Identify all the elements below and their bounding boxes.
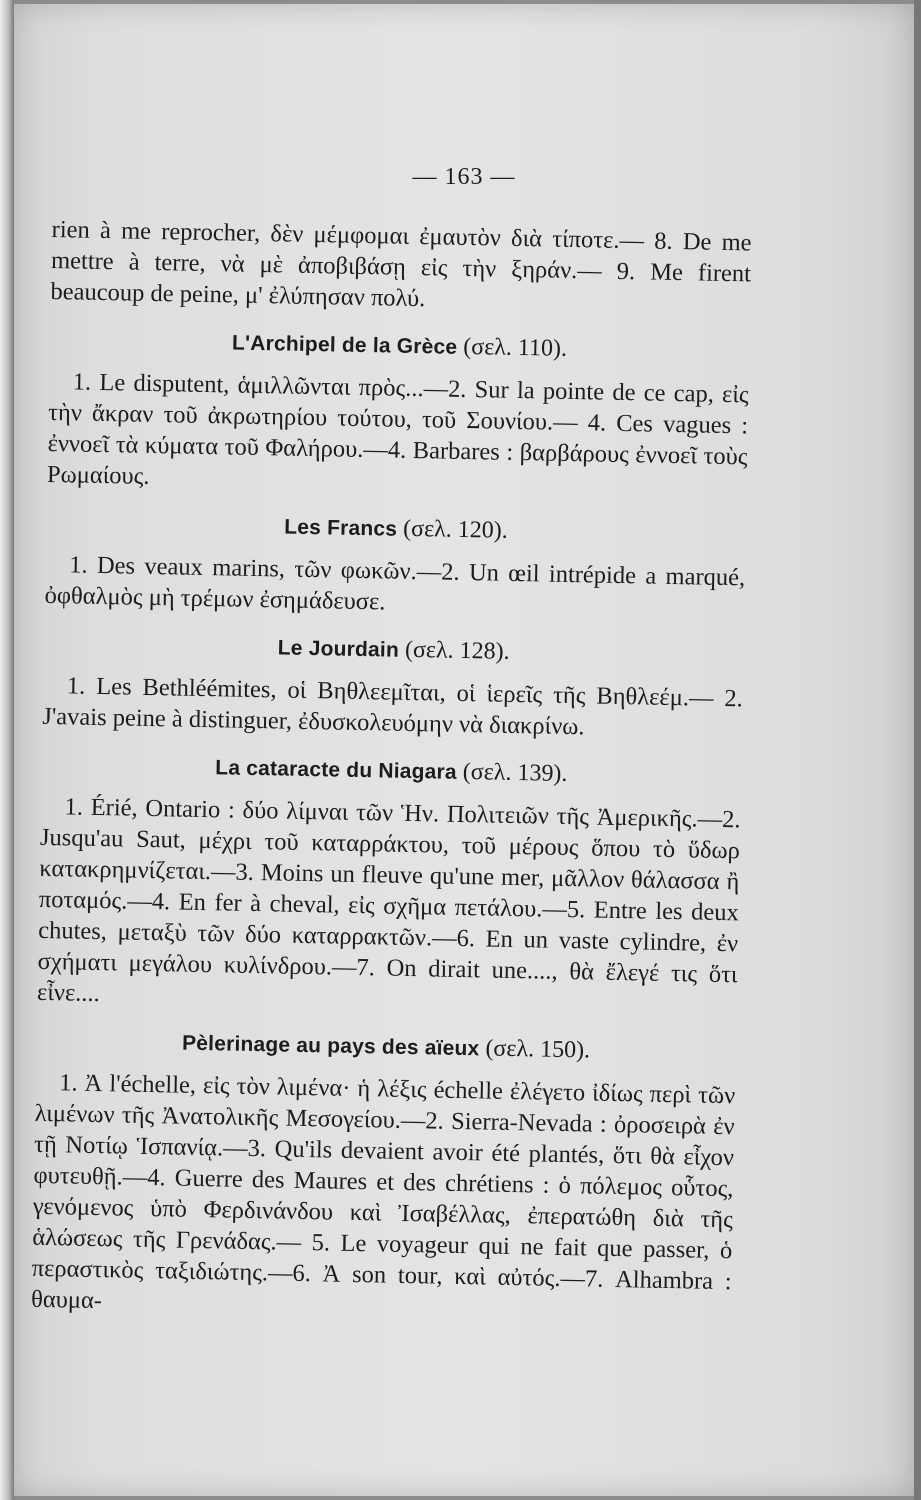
section-heading-jourdain — [43, 627, 744, 673]
section-page-ref: (σελ. 128). — [404, 636, 510, 665]
section-title: Les Francs — [284, 515, 398, 541]
section-title: L'Archipel de la Grèce — [231, 331, 458, 359]
section-body-archipel: 1. Le disputent, ἁμιλλῶνται πρὸς...—2. Sur la pointe de ce cap, εἰς τὴν ἄκραν τοῦ ἀκρωτηρίου τούτου, τοῦ Σουνίου.— 4. Ces vagues : ἐννοεῖ τὰ κύματα τοῦ Φαλήρου.—4. Barbares : βαρβάρους ἐννοεῖ τοὺς Ρωμαίους. — [46, 368, 749, 490]
section-title: La cataracte du Niagara — [215, 756, 458, 784]
intro-paragraph: rien à me reprocher, δὲν μέμφομαι ἐμαυτὸν διὰ τίποτε.— 8. De me mettre à terre, νὰ μὲ ἀποβιβάσῃ εἰς τὴν ξηράν.— 9. Me firent beaucoup de peine, μ' ἐλύπησαν πολύ. — [50, 215, 752, 313]
section-page-ref: (σελ. 150). — [485, 1035, 591, 1064]
section-body-niagara: 1. Érié, Ontario : δύο λίμναι τῶν Ἡν. Πολιτειῶν τῆς Ἀμερικῆς.—2. Jusqu'au Saut, μέχρι τοῦ καταρράκτου, τοῦ μέρους ὅπου τὸ ὕδωρ κατακρημνίζεται.—3. Moins un fleuve qu'une mer, μᾶλλον θάλασσα ἢ ποταμός.—4. En fer à cheval, εἰς σχῆμα πετάλου.—5. Entre les deux chutes, μεταξὺ τῶν δύο καταρρακτῶν.—6. En un vaste cylindre, ἐν σχήματι μεγάλου κυλίνδρου.—7. On dirait une...., θὰ ἔλεγέ τις ὅτι εἶνε.... — [36, 793, 741, 1008]
page-content — [31, 214, 752, 1328]
section-heading-pelerinage — [36, 1024, 737, 1070]
book-page — [14, 4, 914, 1496]
page-number: — 163 — — [412, 164, 516, 190]
section-heading-archipel — [49, 323, 750, 369]
book-left-edge — [0, 0, 14, 1500]
section-title: Pèlerinage au pays des aïeux — [181, 1031, 480, 1061]
section-body-pelerinage: 1. Ἀ l'échelle, εἰς τὸν λιμένα· ἡ λέξις échelle ἐλέγετο ἰδίως περὶ τῶν λιμένων τῆς Ἀνατολικῆς Μεσογείου.—2. Sierra-Nevada : ὀροσειρὰ ἐν τῇ Νοτίῳ Ἱσπανίᾳ.—3. Qu'ils devaient avoir été plantés, ὅτι θὰ εἶχον φυτευθῇ.—4. Guerre des Maures et des chrétiens : ὁ πόλεμος οὗτος, γενόμενος ὑπὸ Φερδινάνδου καὶ Ἰσαβέλλας, ἐπερατώθη διὰ τῆς ἁλώσεως τῆς Γρενάδας.— 5. Le voyageur qui ne fait que passer, ὁ περαστικὸς ταξιδιώτης.—6. Ἀ son tour, καὶ αὐτός.—7. Alhambra : θαυμα- — [30, 1069, 736, 1315]
section-title: Le Jourdain — [277, 636, 400, 662]
section-page-ref: (σελ. 120). — [402, 515, 509, 544]
section-page-ref: (σελ. 139). — [462, 758, 568, 787]
section-body-francs: 1. Des veaux marins, τῶν φωκῶν.—2. Un œil intrépide a marqué, ὀφθαλμὸς μὴ τρέμων ἐσημάδευσε. — [44, 551, 746, 616]
book-right-edge — [914, 0, 921, 1500]
section-heading-francs — [46, 506, 747, 552]
section-heading-niagara — [41, 748, 742, 794]
section-body-jourdain: 1. Les Bethléémites, οἱ Βηθλεεμῖται, οἱ ἱερεῖς τῆς Βηθλεέμ.— 2. J'avais peine à distinguer, ἐδυσκολευόμην νὰ διακρίνω. — [42, 672, 744, 741]
section-page-ref: (σελ. 110). — [463, 333, 568, 362]
